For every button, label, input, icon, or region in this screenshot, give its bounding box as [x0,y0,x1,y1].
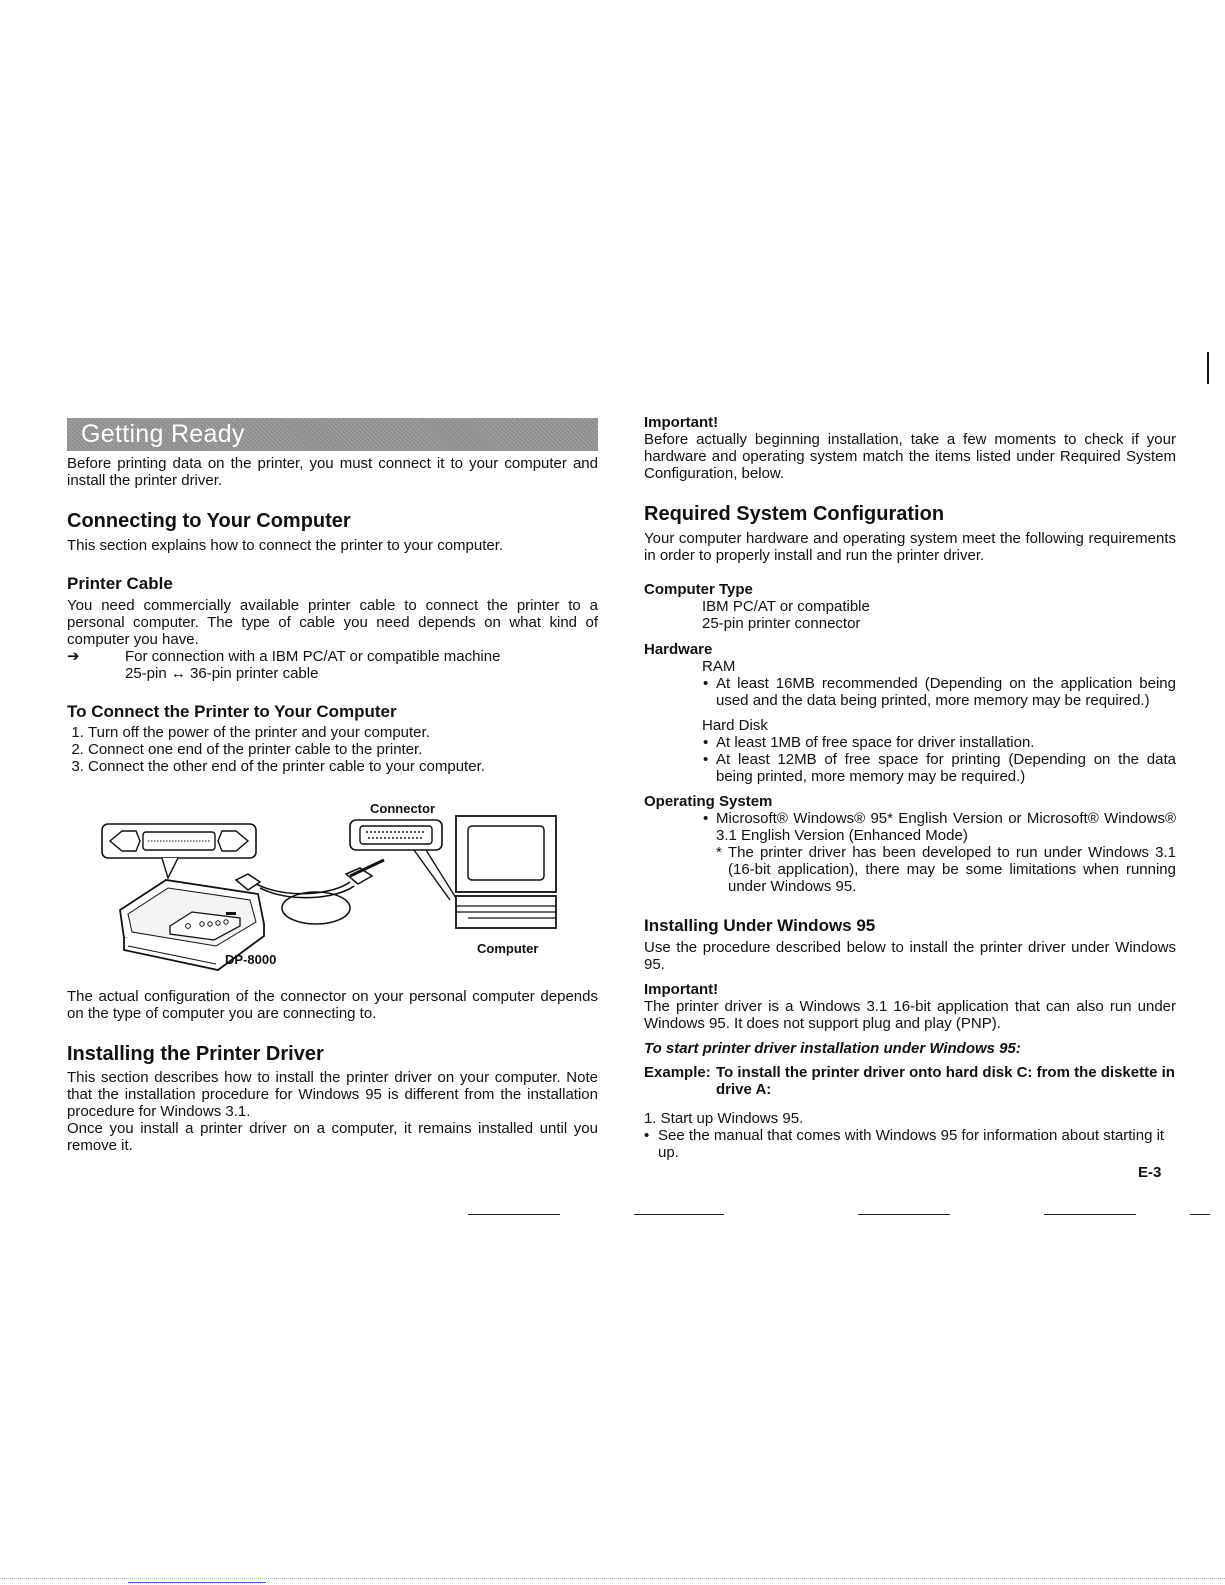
important-2-label: Important! [644,981,719,998]
bullet-icon: • [644,1127,650,1144]
step-item: 2. Connect one end of the printer cable to the printer. [88,741,598,758]
important-label: Important! [644,414,719,431]
intro-text: Before printing data on the printer, you must connect it to your computer and install the printer driver. [67,455,598,489]
installing-heading: Installing the Printer Driver [67,1043,324,1065]
connection-diagram [88,798,568,976]
connector-label: Connector [370,801,435,816]
example-label: Example: [644,1064,711,1081]
example-block [644,1064,1176,1098]
os-label: Operating System [644,793,773,810]
installing-95-text: Use the procedure described below to install the printer driver under Windows 95. [644,939,1176,973]
scan-edge-line [0,1578,1225,1580]
computer-type-label: Computer Type [644,581,753,598]
hard-disk-bullet: • At least 1MB of free space for driver installation. [644,734,1176,751]
example-text: To install the printer driver onto hard disk C: from the diskette in drive A: [716,1064,1175,1098]
installing-95-heading: Installing Under Windows 95 [644,916,876,935]
scan-edge-mark [128,1582,266,1583]
right-column [644,414,1176,1161]
connection-item [67,648,598,682]
printer-cable-text: You need commercially available printer cable to connect the printer to a personal computer. The type of cable you need depends on what kind of computer you have. [67,597,598,648]
banner-title: Getting Ready [81,420,245,448]
required-config-intro: Your computer hardware and operating system meet the following requirements in order to properly install and run the printer driver. [644,530,1176,564]
printer-model-label: DP-8000 [225,952,277,967]
connecting-heading: Connecting to Your Computer [67,510,351,532]
step-1-bullet [644,1127,1176,1161]
installing-text-1: This section describes how to install the printer driver on your computer. Note that the installation procedure for Windows 95 is different from the installation procedure for Windows 3.1. [67,1069,598,1120]
step-1: 1. Start up Windows 95. [644,1110,804,1127]
ram-label: RAM [702,658,736,675]
important-text: Before actually beginning installation, take a few moments to check if your hardware and operating system match the items listed under Required System Configuration, below. [644,431,1176,482]
left-column [67,455,598,775]
hard-disk-bullet: • At least 12MB of free space for printing (Depending on the data being printed, more memory may be required.) [644,751,1176,785]
footer-rule [634,1214,724,1215]
to-start-heading: To start printer driver installation under Windows 95: [644,1040,1021,1057]
ram-bullet: • At least 16MB recommended (Depending on the application being used and the data being printed, more memory may be required.) [644,675,1176,709]
hard-disk-label: Hard Disk [702,717,768,734]
connection-item-text: For connection with a IBM PC/AT or compatible machine [125,648,501,665]
required-config-heading: Required System Configuration [644,503,945,525]
footer-rule [1044,1214,1136,1215]
arrow-icon: ➔ [67,648,80,665]
page-edge-mark [1207,352,1209,384]
connect-steps-list [67,724,598,775]
hardware-label: Hardware [644,641,713,658]
left-column-lower [67,988,598,1154]
step-1-bullet-text: See the manual that comes with Windows 95 for information about starting it up. [658,1127,1165,1161]
step-item: 1. Turn off the power of the printer and your computer. [88,724,598,741]
connection-cable-text: 25-pin ↔ 36-pin printer cable [125,665,319,682]
computer-type-item: IBM PC/AT or compatible [702,598,870,615]
figure-caption: The actual configuration of the connector on your personal computer depends on the type of computer you are connecting to. [67,988,598,1022]
section-banner [67,418,598,451]
footer-rule [1190,1214,1210,1215]
os-bullet: • Microsoft® Windows® 95* English Version or Microsoft® Windows® 3.1 English Version (Enhanced Mode) [644,810,1176,844]
installing-text-2: Once you install a printer driver on a computer, it remains installed until you remove it. [67,1120,598,1154]
to-connect-heading: To Connect the Printer to Your Computer [67,702,397,721]
footer-rule [468,1214,560,1215]
step-item: 3. Connect the other end of the printer cable to your computer. [88,758,598,775]
computer-label: Computer [477,941,539,956]
computer-type-item: 25-pin printer connector [702,615,861,632]
important-2-text: The printer driver is a Windows 3.1 16-bit application that can also run under Windows 95. It does not support plug and play (PNP). [644,998,1176,1032]
page-number: E-3 [1138,1164,1162,1181]
printer-cable-heading: Printer Cable [67,574,173,593]
connecting-intro: This section explains how to connect the printer to your computer. [67,537,504,554]
os-note: * The printer driver has been developed to run under Windows 3.1 (16-bit application), there may be some limitations when running under Windows 95. [644,844,1176,895]
footer-rule [858,1214,950,1215]
